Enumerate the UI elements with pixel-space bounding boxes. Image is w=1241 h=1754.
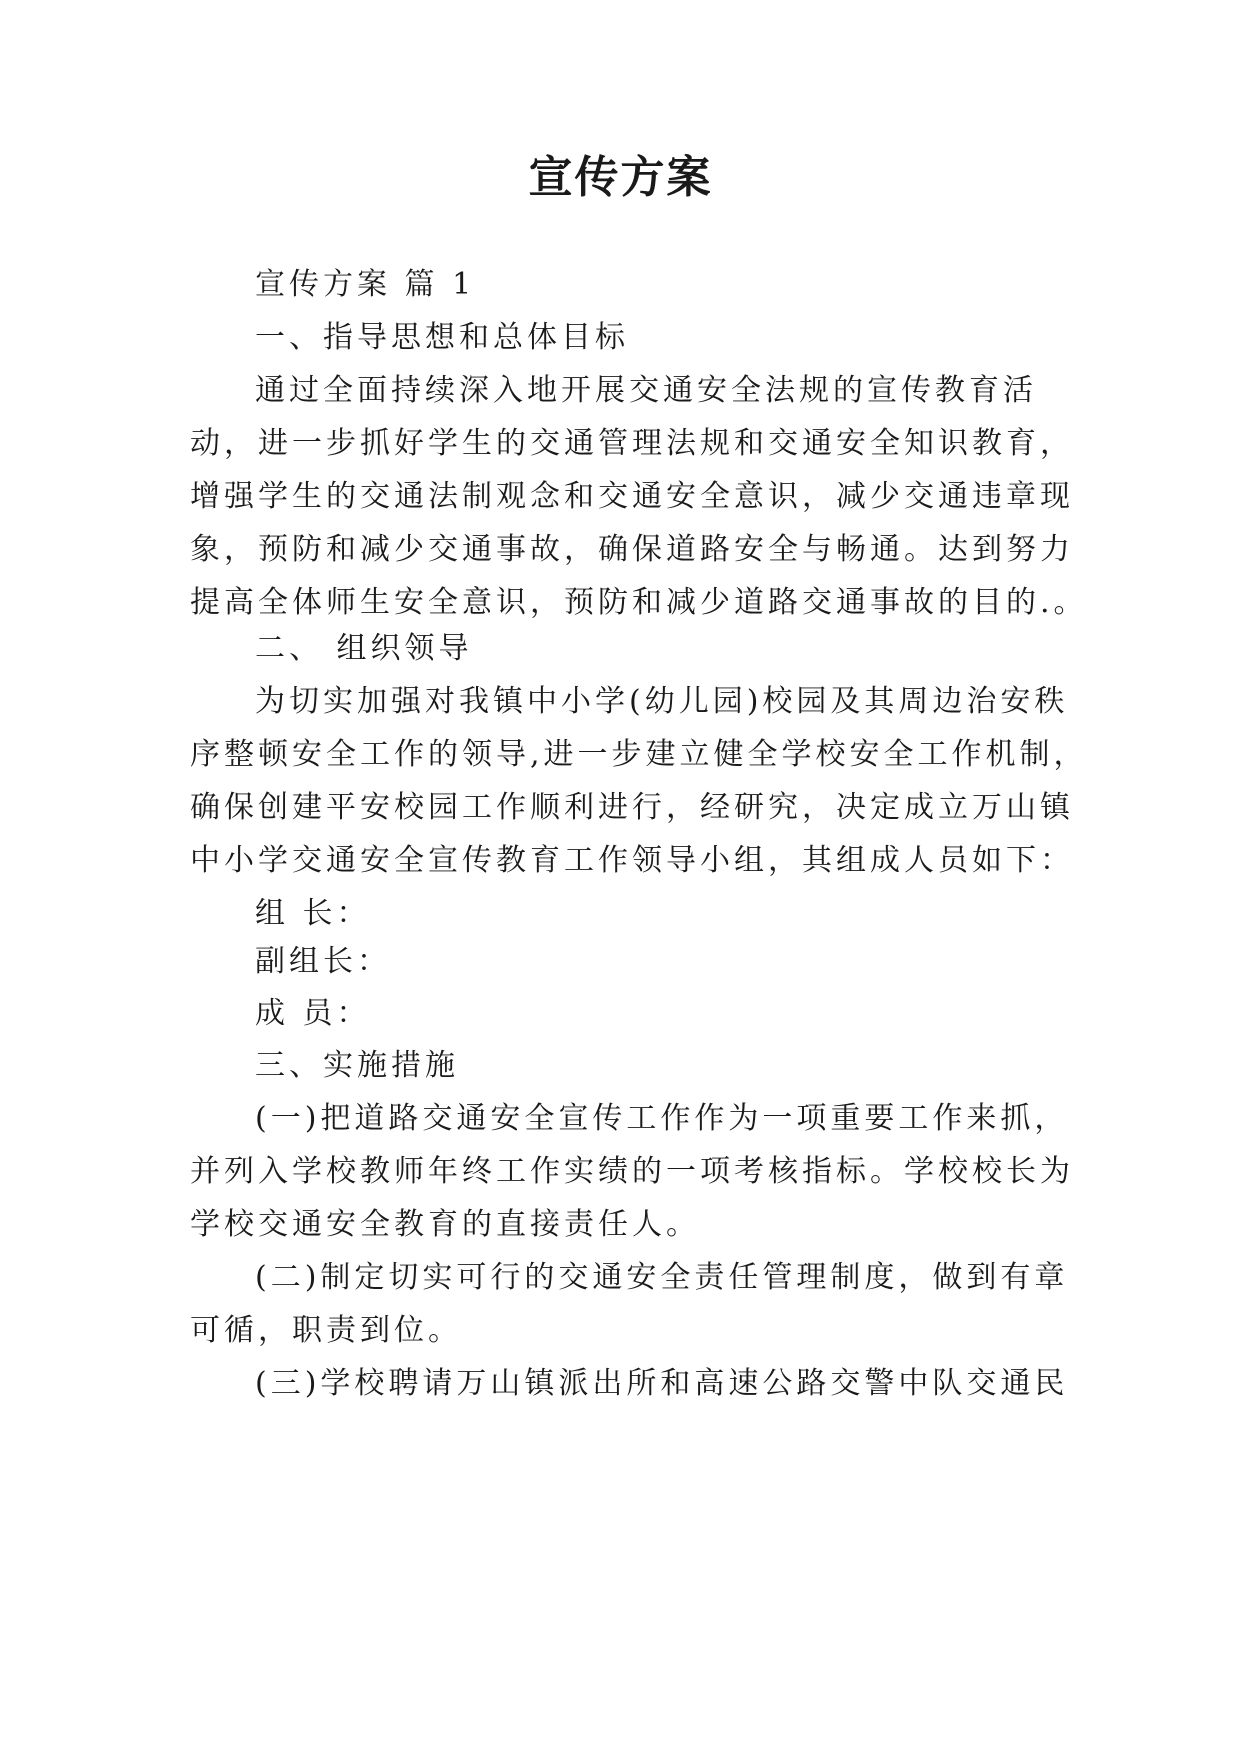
document-title: 宣传方案 bbox=[528, 152, 713, 203]
paragraph-line: 动，进一步抓好学生的交通管理法规和交通安全知识教育， bbox=[190, 426, 1074, 461]
paragraph-line: 为切实加强对我镇中小学(幼儿园)校园及其周边治安秩 bbox=[255, 684, 1069, 719]
section-heading-3: 三、实施措施 bbox=[255, 1048, 459, 1083]
paragraph-line: 通过全面持续深入地开展交通安全法规的宣传教育活 bbox=[255, 373, 1037, 408]
paragraph-line: 提高全体师生安全意识，预防和减少道路交通事故的目的.。 bbox=[190, 585, 1088, 620]
paragraph-line: (一)把道路交通安全宣传工作作为一项重要工作来抓， bbox=[255, 1101, 1069, 1136]
paragraph-line: (三)学校聘请万山镇派出所和高速公路交警中队交通民 bbox=[255, 1366, 1069, 1401]
section-heading-1: 一、指导思想和总体目标 bbox=[255, 320, 629, 355]
section-heading-part1: 宣传方案 篇 1 bbox=[255, 267, 476, 302]
paragraph-line: 并列入学校教师年终工作实绩的一项考核指标。学校校长为 bbox=[190, 1154, 1074, 1189]
member-label-members: 成 员： bbox=[255, 996, 371, 1031]
paragraph-line: (二)制定切实可行的交通安全责任管理制度，做到有章 bbox=[255, 1260, 1069, 1295]
paragraph-line: 象，预防和减少交通事故，确保道路安全与畅通。达到努力 bbox=[190, 532, 1074, 567]
paragraph-line: 增强学生的交通法制观念和交通安全意识，减少交通违章现 bbox=[190, 479, 1074, 514]
paragraph-line: 序整顿安全工作的领导,进一步建立健全学校安全工作机制， bbox=[190, 737, 1088, 772]
section-heading-2: 二、 组织领导 bbox=[255, 631, 473, 666]
paragraph-line: 学校交通安全教育的直接责任人。 bbox=[190, 1207, 700, 1242]
member-label-leader: 组 长： bbox=[255, 896, 371, 931]
paragraph-line: 中小学交通安全宣传教育工作领导小组，其组成人员如下： bbox=[190, 843, 1074, 878]
paragraph-line: 可循，职责到位。 bbox=[190, 1313, 462, 1348]
member-label-deputy: 副组长： bbox=[255, 944, 391, 979]
paragraph-line: 确保创建平安校园工作顺利进行，经研究，决定成立万山镇 bbox=[190, 790, 1074, 825]
